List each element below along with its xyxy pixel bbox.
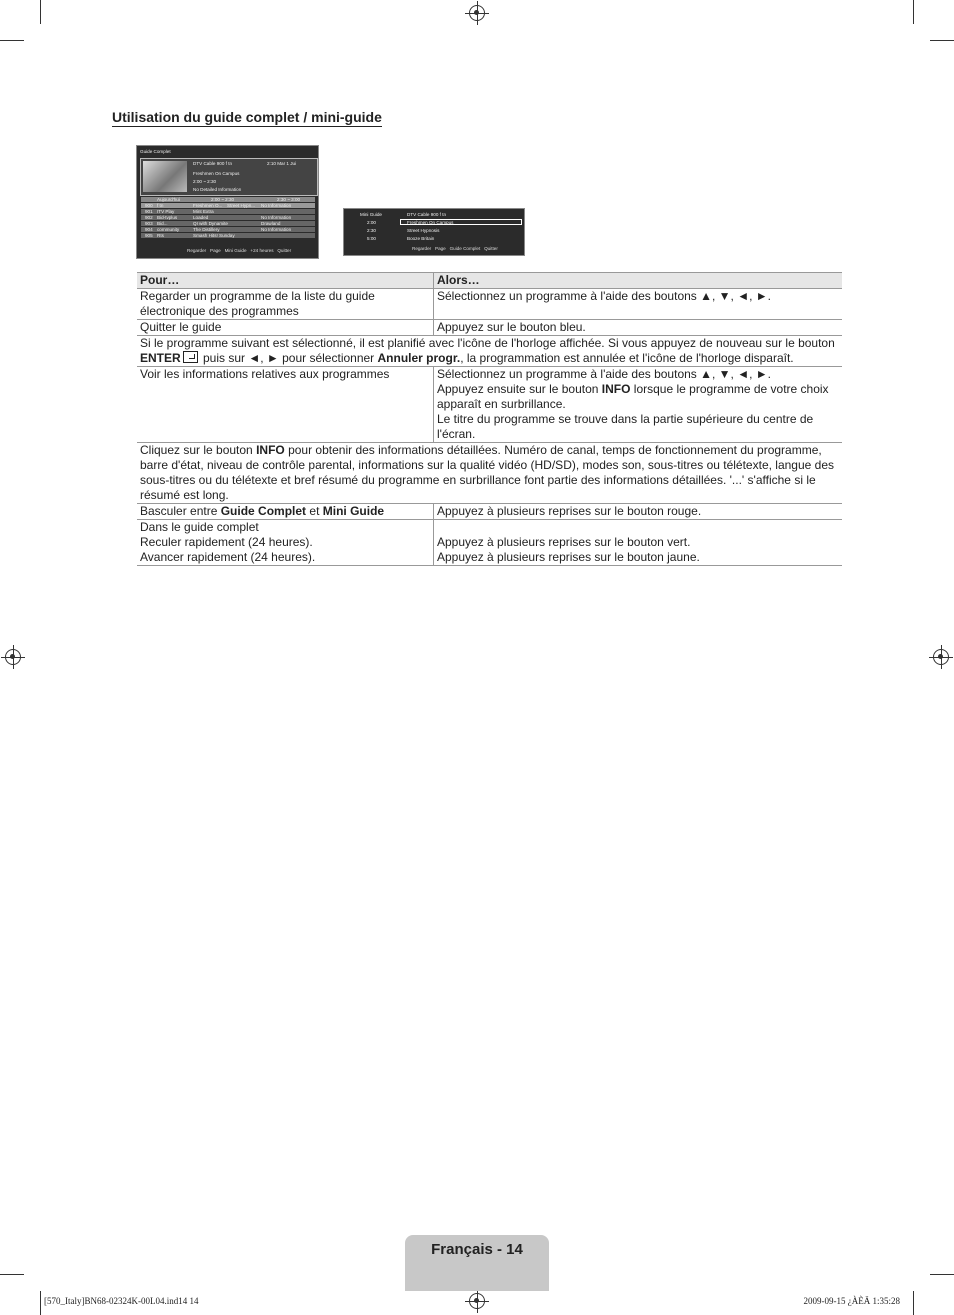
mini-channel: DTV Cable 900 f tn xyxy=(407,212,447,217)
mini-guide-footer xyxy=(412,246,498,251)
mini-guide-screenshot xyxy=(343,208,525,256)
footer-quit: Quitter xyxy=(277,248,292,253)
grid-row[interactable] xyxy=(141,215,315,220)
header-alors: Alors… xyxy=(434,273,843,289)
footer-watch: Regarder xyxy=(187,248,207,253)
grid-header-day: Aujourd'hui xyxy=(157,197,180,202)
row-quit-left: Quitter le guide xyxy=(137,320,434,336)
grid-cell: 900 xyxy=(145,203,153,208)
grid-cell: No Information xyxy=(261,203,292,208)
info-step-1: Sélectionnez un programme à l'aide des boutons ▲, ▼, ◄, ►. xyxy=(437,367,771,381)
footer-mini-guide: Mini Guide xyxy=(224,248,247,253)
full-guide-footer xyxy=(187,248,291,253)
thumbnail-image xyxy=(143,161,187,192)
crop-mark xyxy=(913,0,914,24)
mini-footer-page: Page xyxy=(435,246,446,251)
row-info-left: Voir les informations relatives aux programmes xyxy=(137,367,434,443)
grid-header-slot-2: 2:30 ~ 3:00 xyxy=(277,197,301,202)
crop-mark xyxy=(0,40,24,41)
footer-timestamp: 2009-09-15 ¿ÀÈÄ 1:35:28 xyxy=(803,1296,900,1306)
grid-cell: Bid-tvplus xyxy=(157,215,178,220)
grid-cell: 903 xyxy=(145,221,153,226)
grid-cell: Mint Extra xyxy=(193,209,214,214)
mini-footer-full-guide: Guide Complet xyxy=(449,246,481,251)
grid-cell: Loaded xyxy=(193,215,209,220)
footer-page: Page xyxy=(210,248,221,253)
grid-row[interactable] xyxy=(141,233,315,238)
mini-footer-watch: Regarder xyxy=(412,246,432,251)
grid-cell: No Information xyxy=(261,215,292,220)
navigate-forward-action: Appuyez à plusieurs reprises sur le bouton jaune. xyxy=(437,550,700,564)
details-text-1: Cliquez sur le bouton xyxy=(140,443,257,457)
grid-header-slot-1: 2:00 ~ 2:30 xyxy=(211,197,235,202)
grid-cell: community xyxy=(157,227,180,232)
registration-mark-icon xyxy=(5,649,21,665)
crop-mark xyxy=(913,1291,914,1315)
row-switch-right: Appuyez à plusieurs reprises sur le bouton rouge. xyxy=(434,504,843,520)
footer-file-info: [570_Italy]BN68-02324K-00L04.ind14 14 xyxy=(44,1296,199,1306)
instructions-table xyxy=(137,272,842,566)
details-info-keyword: INFO xyxy=(256,443,285,457)
table-row xyxy=(137,289,842,320)
page-tab xyxy=(405,1235,549,1291)
row-navigate-right xyxy=(434,520,843,566)
info-step-2 xyxy=(437,382,839,412)
details-text-2: pour obtenir des informations détaillées. Numéro de canal, temps de fonctionnement du programme, barre d'état, niveau de contrôle parental, informations sur la qualité vidéo (HD/SD), modes son, sous-titres ou télétexte, langue des sous-titres ou du télétexte et bref résumé du programme en surbrillance font partie des informations détaillées. '...' s'affiche si le résumé est long. xyxy=(140,443,834,502)
info-step-2-b: lorsque le programme de votre choix apparaît en surbrillance. xyxy=(437,382,829,411)
channel-label: DTV Cable 900 f tn xyxy=(193,161,233,166)
header-pour: Pour… xyxy=(137,273,434,289)
grid-cell: 905 xyxy=(145,233,153,238)
enter-icon xyxy=(183,351,198,363)
grid-cell: Rts xyxy=(157,233,164,238)
table-row xyxy=(137,443,842,504)
navigate-context: Dans le guide complet xyxy=(140,520,259,534)
mini-guide-header: Mini Guide xyxy=(360,212,382,217)
grid-row[interactable] xyxy=(141,221,315,226)
enter-keyword: ENTER xyxy=(140,351,181,365)
section-title: Utilisation du guide complet / mini-guide xyxy=(112,109,382,125)
row-switch-left xyxy=(137,504,434,520)
mini-time-2: 2:30 xyxy=(367,228,376,233)
mini-program-2: Street Hypnosis xyxy=(407,228,440,233)
grid-row[interactable] xyxy=(141,227,315,232)
full-guide-screenshot xyxy=(136,145,319,259)
row-info-right xyxy=(434,367,843,443)
row-quit-right: Appuyez sur le bouton bleu. xyxy=(434,320,843,336)
info-step-3: Le titre du programme se trouve dans la partie supérieure du centre de l'écran. xyxy=(437,412,814,441)
table-header xyxy=(137,273,842,289)
grid-cell: 904 xyxy=(145,227,153,232)
row-watch-right: Sélectionnez un programme à l'aide des boutons ▲, ▼, ◄, ►. xyxy=(434,289,843,320)
registration-mark-icon xyxy=(469,1293,485,1309)
table-row xyxy=(137,320,842,336)
info-panel xyxy=(140,158,318,196)
grid-cell: Street Hypn... xyxy=(227,203,256,208)
full-guide-header: Guide Complet xyxy=(140,149,171,154)
navigate-forward: Avancer rapidement (24 heures). xyxy=(140,550,316,564)
grid-row[interactable] xyxy=(141,203,315,208)
cancel-keyword: Annuler progr. xyxy=(377,351,461,365)
table-row xyxy=(137,504,842,520)
datetime-label: 2:10 Mar 1 Jui xyxy=(267,161,297,166)
grid-cell: The Distillery xyxy=(193,227,220,232)
registration-mark-icon xyxy=(469,5,485,21)
grid-header xyxy=(141,197,315,202)
switch-text-2: et xyxy=(306,504,323,518)
row-details-note xyxy=(137,443,842,504)
program-title: Freshmen On Campus xyxy=(193,171,240,176)
grid-row[interactable] xyxy=(141,209,315,214)
grid-cell: 902 xyxy=(145,215,153,220)
grid-cell: 901 xyxy=(145,209,153,214)
grid-cell: ITV Play xyxy=(157,209,175,214)
program-time: 2:00 ~ 2:30 xyxy=(193,179,217,184)
table-row xyxy=(137,520,842,566)
info-step-2-a: Appuyez ensuite sur le bouton xyxy=(437,382,602,396)
switch-text-1: Basculer entre xyxy=(140,504,221,518)
mini-footer-quit: Quitter xyxy=(484,246,498,251)
navigate-back-action: Appuyez à plusieurs reprises sur le bouton vert. xyxy=(437,535,691,549)
schedule-text-3: , la programmation est annulée et l'icône de l'horloge disparaît. xyxy=(460,351,794,365)
table-row xyxy=(137,367,842,443)
schedule-text-2: puis sur ◄, ► pour sélectionner xyxy=(199,351,378,365)
page-label: Français - 14 xyxy=(431,1241,523,1258)
mini-time-1: 2:00 xyxy=(367,220,376,225)
grid-cell: Freshmen O... xyxy=(193,203,223,208)
mini-time-3: 5:00 xyxy=(367,236,376,241)
row-schedule-note xyxy=(137,336,842,367)
crop-mark xyxy=(930,1274,954,1275)
schedule-text-1: Si le programme suivant est sélectionné, il est planifié avec l'icône de l'horloge affichée. Si vous appuyez de nouveau sur le bouton xyxy=(140,336,835,350)
grid-cell: Smash Hits! Sunday xyxy=(193,233,235,238)
registration-mark-icon xyxy=(933,649,949,665)
footer-24h: +24 heures xyxy=(250,248,274,253)
grid-cell: Bid... xyxy=(157,221,168,226)
grid-cell: Drawland xyxy=(261,221,281,226)
row-navigate-left xyxy=(137,520,434,566)
switch-mini-guide: Mini Guide xyxy=(322,504,385,518)
navigate-back: Reculer rapidement (24 heures). xyxy=(140,535,313,549)
grid-cell: QI with Dynamite xyxy=(193,221,228,226)
switch-full-guide: Guide Complet xyxy=(220,504,307,518)
info-keyword: INFO xyxy=(601,382,631,396)
crop-mark xyxy=(0,1274,24,1275)
table-row xyxy=(137,336,842,367)
crop-mark xyxy=(40,0,41,24)
mini-program-3: Booze Britain xyxy=(407,236,435,241)
mini-program-1: Freshmen On Campus xyxy=(407,220,454,225)
crop-mark xyxy=(930,40,954,41)
crop-mark xyxy=(40,1291,41,1315)
row-watch-left: Regarder un programme de la liste du guide électronique des programmes xyxy=(137,289,434,320)
grid-cell: f tn xyxy=(157,203,164,208)
program-info: No Detailed Information xyxy=(193,187,242,192)
grid-cell: No Information xyxy=(261,227,292,232)
